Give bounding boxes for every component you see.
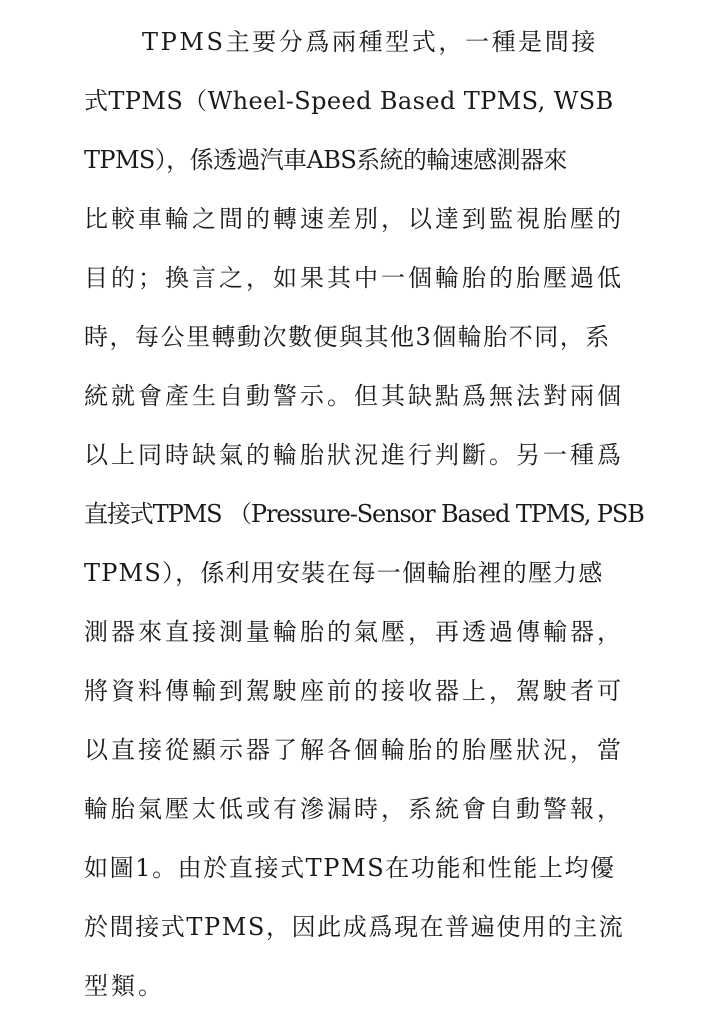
paragraph-line-10 [0,548,720,598]
line-text: 輪胎氣壓太低或有滲漏時，系統會自動警報， [84,795,624,823]
paragraph-line-3 [0,135,720,185]
line-text: TPMS），係透過汽車ABS系統的輪速感測器來 [84,146,567,174]
line-text: 將資料傳輸到駕駛座前的接收器上，駕駛者可 [84,677,624,705]
line-text: 時，每公里轉動次數便與其他3個輪胎不同，系 [84,323,611,351]
line-text: 統就會產生自動警示。但其缺點爲無法對兩個 [84,382,624,410]
line-text: TPMS），係利用安裝在每一個輪胎裡的壓力感 [84,559,604,587]
line-text: 以上同時缺氣的輪胎狀況進行判斷。另一種爲 [84,441,624,469]
line-text: 直接式TPMS （Pressure-Sensor Based TPMS, PSB [84,500,644,528]
paragraph-line-11 [0,607,720,657]
paragraph-line-16 [0,902,720,952]
line-text: 比較車輪之間的轉速差別，以達到監視胎壓的 [84,205,624,233]
line-text: 如圖1。由於直接式TPMS在功能和性能上均優 [84,854,616,882]
line-text: 以直接從顯示器了解各個輪胎的胎壓狀況，當 [84,736,624,764]
line-text: 於間接式TPMS，因此成爲現在普遍使用的主流 [84,913,625,941]
line-text: 型類。 [84,972,165,1000]
paragraph-line-15 [0,843,720,893]
paragraph-line-13 [0,725,720,775]
paragraph-line-4 [0,194,720,244]
line-text: 式TPMS（Wheel-Speed Based TPMS, WSB [84,87,614,115]
paragraph-line-6 [0,312,720,362]
paragraph-line-2 [0,76,720,126]
line-text: 目的；換言之，如果其中一個輪胎的胎壓過低 [84,264,624,292]
paragraph-line-9 [0,489,720,539]
paragraph-line-17 [0,961,720,1011]
paragraph-line-8 [0,430,720,480]
paragraph-line-5 [0,253,720,303]
paragraph-line-12 [0,666,720,716]
line-text: TPMS主要分爲兩種型式，一種是間接 [142,28,598,56]
paragraph-line-14 [0,784,720,834]
line-text: 測器來直接測量輪胎的氣壓，再透過傳輸器， [84,618,624,646]
paragraph-line-7 [0,371,720,421]
paragraph-line-1 [0,17,720,67]
